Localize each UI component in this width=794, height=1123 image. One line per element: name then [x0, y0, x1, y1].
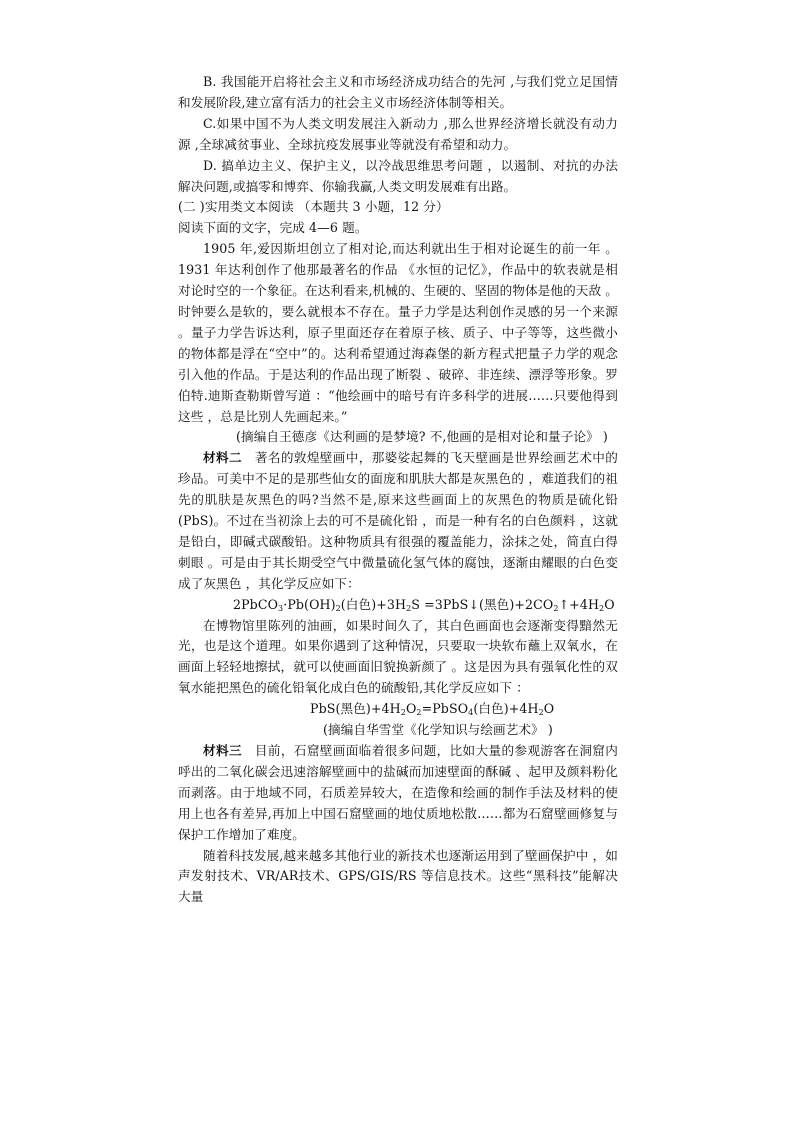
- eq2-part: O: [405, 701, 417, 717]
- eq1-sub: 2: [335, 603, 341, 613]
- eq1-part: 2PbCO: [233, 596, 279, 612]
- eq1-part: ·Pb(OH): [283, 596, 336, 612]
- material-two-label: 材料二: [203, 450, 242, 466]
- eq1-sub: 2: [553, 603, 559, 613]
- eq2-part: =PbSO: [421, 701, 469, 717]
- option-c: C.如果中国不为人类文明发展注入新动力 ,那么世界经济增长就没有动力源 ,全球减贫事业、全球抗疫发展事业等就没有希望和动力。: [178, 115, 618, 152]
- eq2-part: PbS(黑色)+4H: [310, 701, 401, 717]
- eq1-sub: 2: [599, 603, 605, 613]
- material-three-text: 目前，石窟壁画面临着很多问题，比如大量的参观游客在洞窟内呼出的二氧化碳会迅速溶解壁画中的盐碱而加速壁面的酥碱 、起甲及颜料粉化而剥落。由于地域不同，石质差异较大，在造像和绘画的制作手法及材料的使用上也各有差异,再加上中国石窟壁画的地仗质地松散……都为石窟壁画修复与保护工作增加了难度。: [178, 743, 618, 842]
- option-d: D. 搞单边主义、保护主义，以冷战思维思考问题 ，以遏制、对抗的办法解决问题,或搞零和博弈、你输我赢,人类文明发展难有出路。: [178, 157, 618, 194]
- option-b: B. 我国能开启将社会主义和市场经济成功结合的先河 ,与我们党立足国情和发展阶段,建立富有活力的社会主义市场经济体制等相关。: [178, 74, 618, 110]
- eq2-part: (白色)+4H: [473, 701, 539, 717]
- eq2-part: O: [543, 701, 555, 717]
- eq2-sub: 4: [468, 708, 474, 718]
- material-one-source: (摘编自王德彦《达利画的是梦境? 不,他画的是相对论和量子论》 ): [236, 429, 608, 445]
- eq1-sub: 3: [278, 603, 284, 613]
- chemical-equation-one: [178, 595, 618, 616]
- eq2-sub: 2: [538, 708, 544, 718]
- section-heading: (二 )实用类文本阅读 （本题共 3 小题，12 分）: [178, 199, 449, 215]
- material-three-paragraph: [178, 741, 618, 846]
- document-body: [178, 72, 618, 908]
- material-one-text: 1905 年,爱因斯坦创立了相对论,而达利就出生于相对论诞生的前一年 。1931 年达利创作了他那最著名的作品 《水恒的记忆》，作品中的软表就是相对论时空的一个象征。在达利看来,机械的、生硬的、坚固的物体是他的天敌 。时钟要么是软的，要么就根本不存在。量子力学是达利创作灵感的另一个来源 。量子力学告诉达利，原子里面还存在着原子核、质子、中子等等，这些微小的物体都是浮在“空中”的。达利希望通过海森堡的新方程式把量子力学的观念引入他的作品。于是达利的作品出现了断裂 、破碎、非连续、漂浮等形象。罗伯特.迪斯查勒斯曾写道 ：“他绘画中的暗号有许多科学的进展……只要他得到这些 ，总是比别人先画起来。”: [178, 241, 618, 424]
- material-two-text-continued: 在博物馆里陈列的油画，如果时间久了，其白色画面也会逐渐变得黯然无光，也是这个道理。如果你遇到了这种情况，只要取一块软布蘸上双氧水，在画面上轻轻地擦拭，就可以使画面旧貌换新颜了 。这是因为具有强氧化性的双氧水能把黑色的硫化铅氧化成白色的硫酸铅,其化学反应如下 ：: [178, 617, 618, 696]
- section-instruction: 阅读下面的文字，完成 4—6 题。: [178, 220, 368, 236]
- eq1-part: (白色)+3H: [340, 596, 407, 612]
- material-two-text: 著名的敦煌壁画中，那婆娑起舞的飞天壁画是世界绘画艺术中的珍品。可美中不足的是那些仙女的面庞和肌肤大都是灰黑色的 ，难道我们的祖先的肌肤是灰黑色的吗?当然不是,原来这些画面上的灰黑色的物质是硫化铅 (PbS)。不过在当初涂上去的可不是硫化铅 ，而是一种有名的白色颜料 ，这就是铅白，即碱式碳酸铅。这种物质具有很强的覆盖能力，涂抹之处，简直白得刺眼 。可是由于其长期受空气中微量硫化氢气体的腐蚀，逐渐由耀眼的白色变成了灰黑色 ，其化学反应如下：: [178, 450, 618, 591]
- eq1-part: S =3PbS↓(黑色)+2CO: [411, 596, 554, 612]
- chemical-equation-two: [178, 699, 618, 720]
- eq2-sub: 2: [416, 708, 422, 718]
- eq1-part: ↑+4H: [558, 596, 600, 612]
- material-two-paragraph: [178, 448, 618, 594]
- eq1-sub: 2: [406, 603, 412, 613]
- eq1-part: O: [604, 596, 615, 612]
- eq2-sub: 2: [400, 708, 406, 718]
- material-three-label: 材料三: [203, 743, 242, 758]
- material-two-source: (摘编自华雪堂《化学知识与绘画艺术》 ): [323, 722, 553, 738]
- material-three-text-continued: 随着科技发展,越来越多其他行业的新技术也逐渐运用到了壁画保护中 ，如声发射技术、VR/AR技术、GPS/GIS/RS 等信息技术。这些“黑科技”能解决大量: [178, 847, 618, 905]
